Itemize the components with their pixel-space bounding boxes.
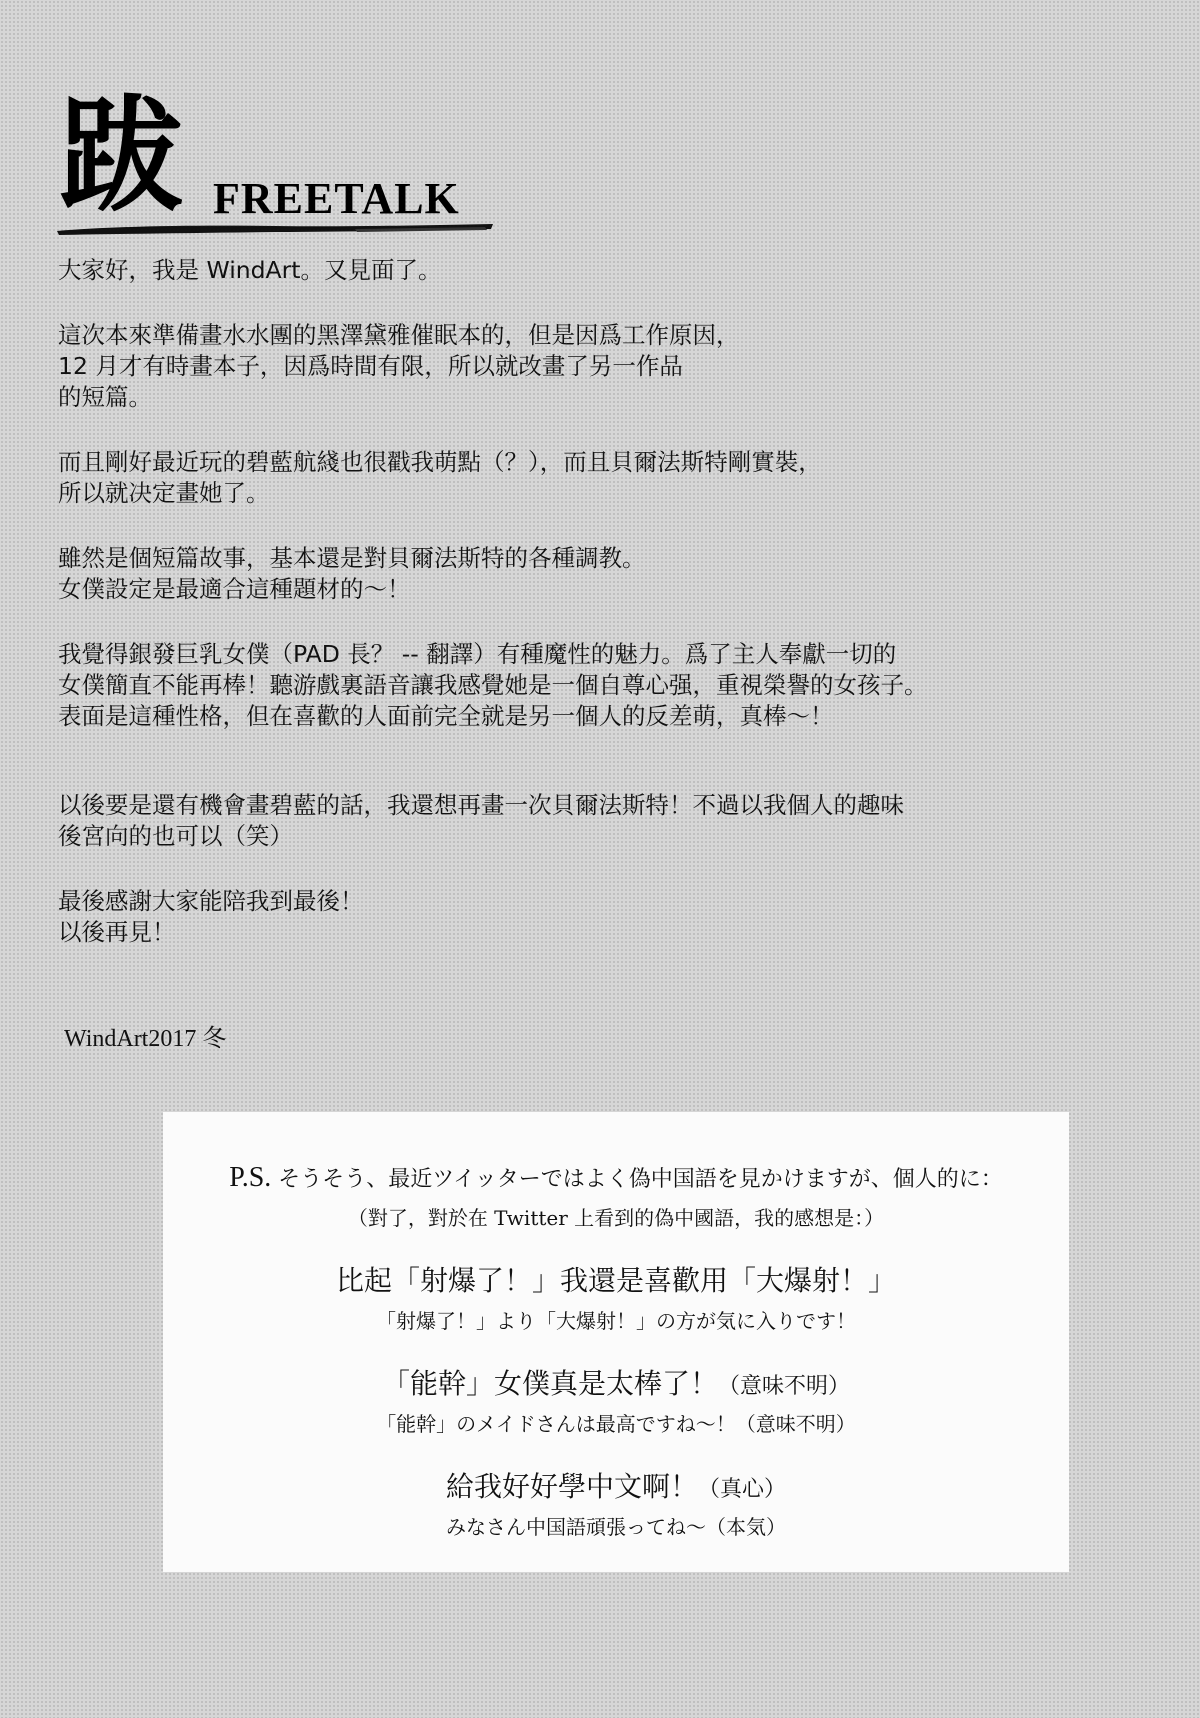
text-line: 所以就决定畫她了。 xyxy=(58,479,270,507)
text-line: 我覺得銀發巨乳女僕（PAD 長？ -- 翻譯）有種魔性的魅力。爲了主人奉獻一切的 xyxy=(58,640,897,668)
ps-item-ja: 「射爆了！」より「大爆射！」の方が気に入りです！ xyxy=(376,1309,856,1333)
signature: WindArt2017 冬 xyxy=(64,1026,227,1052)
ps-item-ja: 「能幹」のメイドさんは最高ですね～！（意味不明） xyxy=(376,1412,856,1436)
ps-intro-zh: （對了，對於在 Twitter 上看到的偽中國語，我的感想是：） xyxy=(347,1206,885,1230)
text-line: 女僕設定是最適合這種題材的～！ xyxy=(58,575,411,603)
freetalk-title: FREETALK xyxy=(213,174,460,223)
text-line: 後宮向的也可以（笑） xyxy=(58,822,293,850)
ps-intro-ja xyxy=(163,1112,1069,1194)
afterword-kanji: 跋 xyxy=(59,84,184,229)
ps-label: P.S. xyxy=(229,1162,272,1193)
paragraph-maid-charm xyxy=(58,639,1118,732)
ps-box xyxy=(163,1112,1069,1572)
text-line: 而且剛好最近玩的碧藍航綫也很戳我萌點（？），而且貝爾法斯特剛實裝， xyxy=(58,448,822,476)
ps-item-zh-text: 給我好好學中文啊！ xyxy=(445,1470,698,1503)
ps-item-ja: みなさん中国語頑張ってね～（本気） xyxy=(446,1515,786,1539)
text-line: 大家好，我是 WindArt。又見面了。 xyxy=(58,256,442,284)
ps-item-zh xyxy=(163,1465,1069,1505)
text-line: 最後感謝大家能陪我到最後！ xyxy=(58,887,364,915)
freetalk-header xyxy=(55,84,515,245)
ps-item-zh xyxy=(163,1362,1069,1402)
ps-item-zh-sub: （意味不明） xyxy=(718,1374,851,1399)
text-line: 12 月才有時畫本子，因爲時間有限，所以就改畫了另一作品 xyxy=(58,352,683,380)
ps-item-zh-sub: （真心） xyxy=(698,1477,787,1502)
ps-item-zh xyxy=(163,1259,1069,1299)
text-line: 表面是這種性格，但在喜歡的人面前完全就是另一個人的反差萌，真棒～！ xyxy=(58,702,834,730)
ps-line1: そうそう、最近ツイッターではよく偽中国語を見かけますが、個人的に： xyxy=(278,1167,1003,1192)
paragraph-plan-change xyxy=(58,320,1118,413)
text-line: 以後再見！ xyxy=(58,918,176,946)
paragraph-azur-lane xyxy=(58,447,1118,509)
text-line: 雖然是個短篇故事，基本還是對貝爾法斯特的各種調教。 xyxy=(58,544,646,572)
paragraph-story xyxy=(58,543,1118,605)
text-line: 以後要是還有機會畫碧藍的話，我還想再畫一次貝爾法斯特！不過以我個人的趣味 xyxy=(58,791,904,819)
text-line: 這次本來準備畫水水團的黑澤黛雅催眠本的，但是因爲工作原因， xyxy=(58,321,740,349)
text-line: 女僕簡直不能再棒！聽游戲裏語音讓我感覺她是一個自尊心强，重視榮譽的女孩子。 xyxy=(58,671,928,699)
ps-item-zh-text: 比起「射爆了！」我還是喜歡用「大爆射！」 xyxy=(335,1264,896,1297)
paragraph-greeting xyxy=(58,255,1118,286)
brush-stroke-underline xyxy=(55,217,495,239)
paragraph-future xyxy=(58,790,1118,852)
text-line: 的短篇。 xyxy=(58,383,152,411)
paragraph-thanks xyxy=(58,886,1118,948)
ps-item-zh-text: 「能幹」女僕真是太棒了！ xyxy=(381,1367,718,1400)
freetalk-body xyxy=(58,255,1118,982)
